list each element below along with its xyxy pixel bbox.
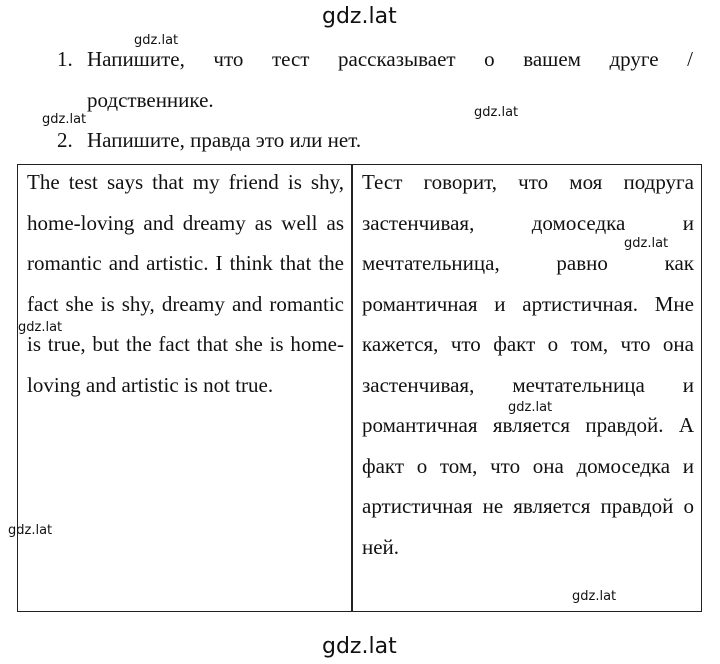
watermark-small: gdz.lat (42, 112, 87, 127)
task-2-text: Напишите, правда это или нет. (87, 128, 362, 152)
task-1-word: / (687, 47, 693, 71)
table-cell-english: The test says that my friend is shy, home-loving and dreamy as well as romantic and artistic. I think that the fact she is shy, dreamy and romantic is true, but the fact that she is home-loving and artistic is not true. (27, 170, 344, 397)
table-column-divider (351, 164, 353, 612)
watermark-small: gdz.lat (8, 523, 53, 538)
watermark-small: gdz.lat (134, 33, 179, 48)
table-cell-russian: Тест говорит, что моя подруга застенчивая, домоседка и мечтательница, равно как романтичная и артистичная. Мне кажется, что факт о том, что она застенчивая, мечтательница и романтичная является правдой. А факт о том, что она домоседка и артистичная не является правдой о ней. (362, 170, 694, 559)
task-1-continuation: родственнике. (87, 88, 214, 112)
task-1-word: о (484, 47, 495, 71)
watermark-small: gdz.lat (474, 105, 519, 120)
task-1-word: рассказывает (338, 47, 456, 71)
watermark-bottom: gdz.lat (322, 634, 397, 659)
task-1-word: тест (271, 47, 310, 71)
watermark-small: gdz.lat (624, 236, 669, 251)
task-1-number: 1. (57, 47, 73, 71)
task-1-word: Напишите, (87, 47, 185, 71)
watermark-small: gdz.lat (572, 589, 617, 604)
task-1-word: вашем (523, 47, 581, 71)
task-1-word: друге (609, 47, 659, 71)
task-1-word: что (213, 47, 244, 71)
task-1-line (87, 47, 693, 72)
watermark-small: gdz.lat (508, 400, 553, 415)
watermark-small: gdz.lat (18, 320, 63, 335)
task-2-number: 2. (57, 128, 73, 152)
watermark-top: gdz.lat (322, 4, 397, 29)
